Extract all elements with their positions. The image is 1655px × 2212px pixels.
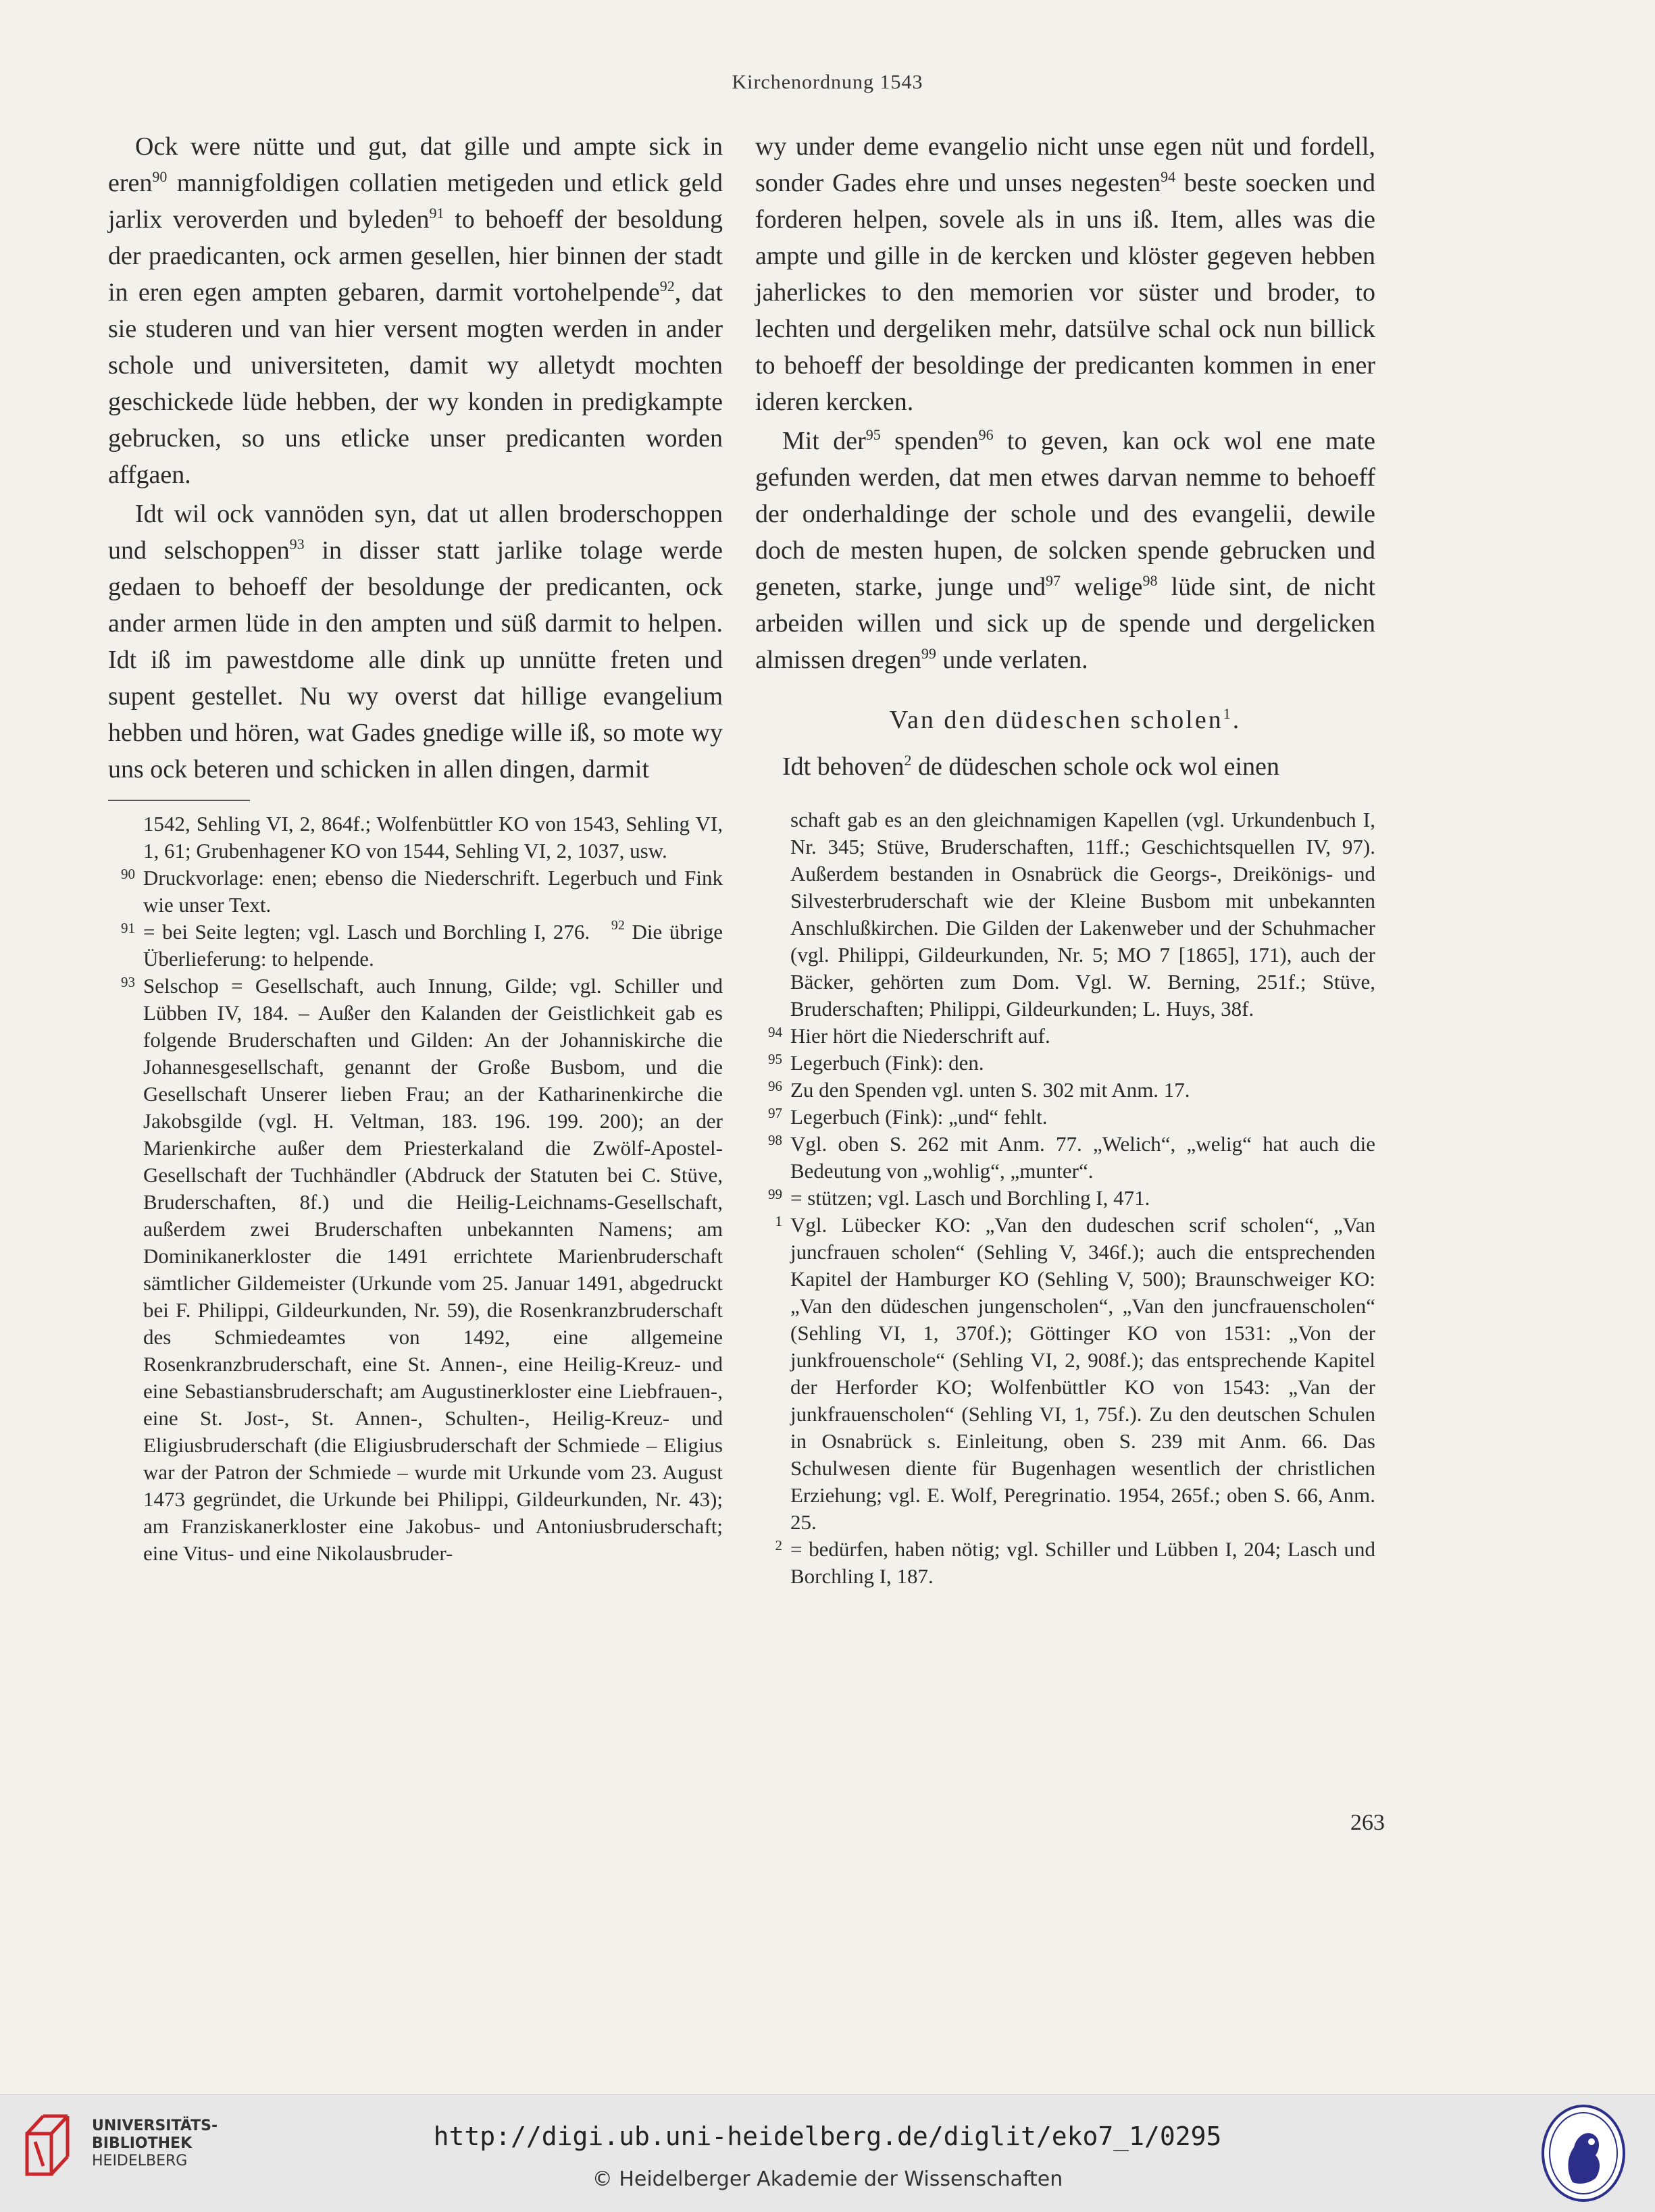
footnote: 99 = stützen; vgl. Lasch und Borchling I, 471. [768,1186,1150,1210]
footnote: 1 Vgl. Lübecker KO: „Van den dudeschen scrif scholen“, „Van juncfrauen scholen“ (Sehling V, 346f.); auch die entsprechenden Kapitel der Hamburger KO (Sehling V, 500); Braunschweiger KO: „Van den düdeschen jungenscholen“, „Van den juncfrauenscholen“ (Sehling VI, 1, 370f.); Göttinger KO von 1531: „Von der junkfrouenschole“ (Sehling VI, 2, 908f.); das entsprechende Kapitel der Herforder KO; Wolfenbüttler KO von 1543: „Van der junkfrauenscholen“ (Sehling VI, 1, 75f.). Zu den deutschen Schulen in Osnabrück s. Einleitung, oben S. 239 mit Anm. 66. Das Schulwesen diente für Bugenhagen wesentlich der christlichen Erziehung; vgl. E. Wolf, Peregrinatio. 1954, 265f.; oben S. 66, Anm. 25. [775,1213,1375,1534]
institution-name: UNIVERSITÄTS- BIBLIOTHEK HEIDELBERG [92,2117,218,2169]
academy-seal-icon [1539,2103,1628,2204]
footnote: 90 Druckvorlage: enen; ebenso die Niederschrift. Legerbuch und Fink wie unser Text. [121,866,723,917]
footnote: 95 Legerbuch (Fink): den. [768,1051,984,1075]
permalink-url[interactable]: http://digi.ub.uni-heidelberg.de/diglit/eko7_1/0295 [433,2121,1222,2151]
footnotes-right [755,806,1375,1590]
footnote-ref[interactable]: 98 [1142,572,1158,589]
footnote-ref[interactable]: 90 [152,168,168,185]
footnote-ref[interactable]: 96 [978,426,994,443]
footnote: 98 Vgl. oben S. 262 mit Anm. 77. „Welich“, „welig“ hat auch die Bedeutung von „wohlig“, „munter“. [768,1132,1375,1183]
footnote-ref[interactable]: 99 [921,645,936,662]
paragraph: wy under deme evangelio nicht unse egen nüt und fordell, sonder Gades ehre und unses negesten$^{94}$ beste soecken und forderen helpen, sovele als in uns iß. Item, alles was die ampte und gille in de kercken und klöster gegeven hebben jaherlickes to den memorien vor süster und broder, to lechten und dergeliken mehr, datsülve schal ock nun billick to behoeff der besoldinge der predicanten kommen in ener ideren kercken. [755,132,1376,416]
footnote-ref[interactable]: 94 [1161,168,1176,185]
footnote: 94 Hier hört die Niederschrift auf. [768,1024,1050,1048]
footnote-ref[interactable]: 92 [659,278,675,294]
footnote-ref[interactable]: 93 [289,536,305,552]
page-number: 263 [1350,1810,1385,1835]
footnote: 96 Zu den Spenden vgl. unten S. 302 mit Anm. 17. [768,1078,1190,1102]
section-heading: Van den düdeschen scholen$^1$. [889,705,1242,734]
footnote: 2 = bedürfen, haben nötig; vgl. Schiller und Lübben I, 204; Lasch und Borchling I, 187. [775,1537,1375,1588]
running-head: Kirchenordnung 1543 [732,71,923,93]
paragraph: Idt wil ock vannöden syn, dat ut allen broderschoppen und selschoppen$^{93}$ in disser statt jarlike tolage werde gedaen to behoeff der besoldunge der predicanten, ock ander armen lüde in den ampten und süß darmit to helpen. Idt iß im pawestdome alle dink up unnütte freten und supent gestellet. Nu wy overst dat hillige evangelium hebben und hören, wat Gades gnedige wille iß, so mote wy uns ock beteren und schicken in allen dingen, darmit [108,500,723,783]
footnote-ref[interactable]: 97 [1045,572,1061,589]
left-column [108,128,723,1567]
paragraph: Ock were nütte und gut, dat gille und ampte sick in eren$^{90}$ mannigfoldigen collatien metigeden und etlick geld jarlix veroverden und byleden$^{91}$ to behoeff der besoldung der praedicanten, ock armen gesellen, hier binnen der stadt in eren egen ampten gebaren, darmit vortohelpende$^{92}$, dat sie studeren und van hier versent mogten werden in ander schole und universiteten, damit wy alletydt mochten geschickede lüde hebben, der wy konden in predigkampte gebrucken, so uns etlicke unser predicanten worden affgaen. [108,132,723,489]
footnote-ref[interactable]: 91 [429,205,444,222]
paragraph: Mit der$^{95}$ spenden$^{96}$ to geven, kan ock wol ene mate gefunden werden, dat men etwes darvan nemme to behoeff der onderhaldinge der schole und des evangelii, dewile doch de mesten hupen, de solcken spende gebrucken und geneten, starke, junge und$^{97}$ welige$^{98}$ lüde sint, de nicht arbeiden willen und sick up de spende und dergelicken almissen dregen$^{99}$ unde verlaten. [755,426,1375,674]
footnote-ref[interactable]: 95 [865,426,881,443]
footnote-ref[interactable]: 2 [904,752,912,769]
footer-bar [0,2094,1655,2212]
footnotes-left [108,811,723,1567]
right-column [755,128,1375,1590]
footnote: 93 Selschop = Gesellschaft, auch Innung, Gilde; vgl. Schiller und Lübben IV, 184. – Außer den Kalanden der Geistlichkeit gab es folgende Bruderschaften und Gilden: An der Johanniskirche die Johannesgesellschaft, genannt der Große Busbom, und die Gesellschaft Unserer lieben Frau; an der Katharinenkirche die Jakobsgilde (vgl. H. Veltman, 183. 196. 199. 200); an der Marienkirche außer dem Priesterkaland die Zwölf-Apostel-Gesellschaft der Tuchhändler (Abdruck der Statuten bei C. Stüve, Bruderschaften, 8f.) und die Heilig-Leichnams-Gesellschaft, außerdem zwei Bruderschaften unbekannten Namens; am Dominikanerkloster die 1491 errichtete Marienbruderschaft sämtlicher Gildemeister (Urkunde vom 25. Januar 1491, abgedruckt bei F. Philippi, Gildeurkunden, Nr. 59), die Rosenkranzbruderschaft des Schmiedeamtes von 1492, eine allgemeine Rosenkranzbruderschaft, eine St. Annen-, eine Heilig-Kreuz- und eine Sebastiansbruderschaft; am Augustinerkloster eine Liebfrauen-, eine St. Jost-, St. Annen-, Schulten-, Heilig-Kreuz- und Eligiusbruderschaft (die Eligiusbruderschaft der Schmiede – Eligius war der Patron der Schmiede – wurde mit Urkunde vom 23. August 1473 gegründet, die Urkunde bei Philippi, Gildeurkunden, Nr. 43); am Franziskanerkloster eine Jakobus- und Antoniusbruderschaft; eine Vitus- und eine Nikolausbruder- [121,974,723,1565]
footnote-continuation: 1542, Sehling VI, 2, 864f.; Wolfenbüttler KO von 1543, Sehling VI, 1, 61; Grubenhagener KO von 1544, Sehling VI, 2, 1037, usw. [143,812,723,863]
footnote: 97 Legerbuch (Fink): „und“ fehlt. [768,1105,1048,1129]
copyright-notice: © Heidelberger Akademie der Wissenschaften [592,2167,1063,2191]
footnote-continuation: schaft gab es an den gleichnamigen Kapellen (vgl. Urkundenbuch I, Nr. 345; Stüve, Bruderschaften, 11ff.; Geschichtsquellen IV, 97). Außerdem bestanden in Osnabrück die Georgs-, Dreikönigs- und Silvesterbruderschaft wie der Kleine Busbom mit unbekannten Anschlußkirchen. Die Gilden der Lakenweber und der Schuhmacher (vgl. Philippi, Gildeurkunden, Nr. 5; MO 7 [1865], 171), auch der Bäcker, gehörten zum Dom. Vgl. W. Berning, 251f.; Stüve, Bruderschaften; Philippi, Gildeurkunden; L. Huys, 38f. [790,808,1375,1021]
footnote: 91 = bei Seite legten; vgl. Lasch und Borchling I, 276. $^{92}$ Die übrige Überlieferung: to helpende. [121,918,723,971]
footnote-ref[interactable]: 1 [1223,705,1233,722]
paragraph: Idt behoven$^2$ de düdeschen schole ock wol einen [782,752,1279,781]
footnote-divider [108,800,250,801]
